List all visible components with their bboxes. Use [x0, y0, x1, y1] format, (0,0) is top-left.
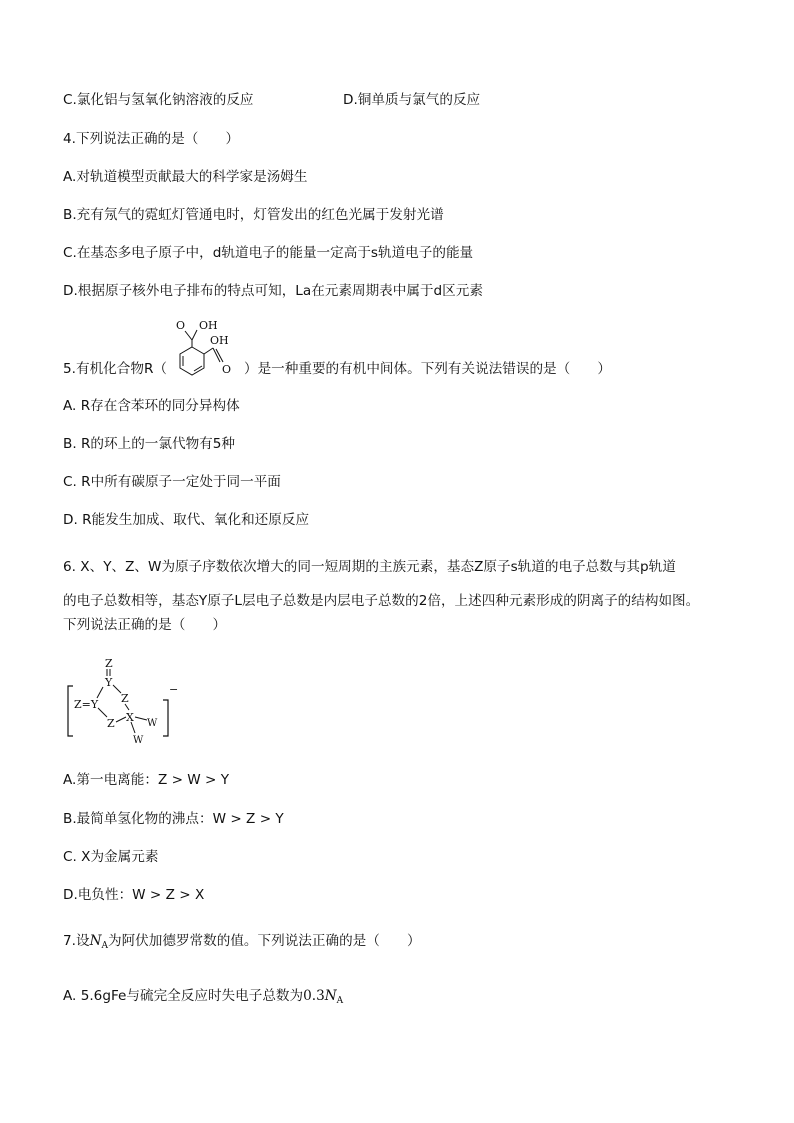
q5-label-o-right: O	[222, 363, 232, 376]
q7-option-a-symbol: N	[324, 988, 337, 1004]
q6-label-z-lower: Z	[107, 717, 115, 730]
q7-option-a-subscript: A	[336, 996, 344, 1006]
q5-option-c: C. R中所有碳原子一定处于同一平面	[63, 474, 281, 490]
q3-option-d: D.铜单质与氯气的反应	[343, 92, 481, 108]
q5-option-b: B. R的环上的一氯代物有5种	[63, 436, 235, 452]
q6-stem-line3: 下列说法正确的是（ ）	[63, 617, 227, 633]
q6-stem-line2: 的电子总数相等，基态Y原子L层电子总数是内层电子总数的2倍，上述四种元素形成的阴离子的结构如图。	[63, 593, 700, 609]
q6-label-charge: −	[169, 683, 179, 696]
q6-label-z-left: Z=Y	[74, 698, 99, 711]
q6-label-w-right: W	[147, 718, 158, 729]
q6-option-d: D.电负性：W > Z > X	[63, 887, 205, 903]
q5-stem-before: 5.有机化合物R（	[63, 361, 167, 377]
q5-structure-r	[166, 314, 242, 380]
q6-label-z-upper-right: Z	[121, 692, 129, 705]
q7-stem-before: 7.设	[63, 933, 90, 949]
q6-label-y-top: Y	[105, 676, 113, 689]
q7-stem	[63, 932, 421, 950]
q3-option-c: C.氯化铝与氢氧化钠溶液的反应	[63, 92, 254, 108]
q6-stem-line1: 6. X、Y、Z、W为原子序数依次增大的同一短周期的主族元素，基态Z原子s轨道的电子总数与其p轨道	[63, 559, 676, 575]
q5-stem-after: ）是一种重要的有机中间体。下列有关说法错误的是（ ）	[244, 361, 612, 377]
q6-label-z-top: Z	[105, 657, 113, 670]
q7-na-subscript: A	[101, 941, 108, 951]
q5-option-d: D. R能发生加成、取代、氧化和还原反应	[63, 512, 310, 528]
q4-option-c: C.在基态多电子原子中，d轨道电子的能量一定高于s轨道电子的能量	[63, 245, 474, 261]
q6-label-w-bottom: W	[133, 735, 144, 746]
q4-stem: 4.下列说法正确的是（ ）	[63, 131, 240, 147]
q6-label-x: X	[126, 711, 134, 724]
q6-anion-structure	[63, 655, 183, 747]
q7-option-a-text: A. 5.6gFe与硫完全反应时失电子总数为	[63, 988, 304, 1004]
q4-option-d: D.根据原子核外电子排布的特点可知，La在元素周期表中属于d区元素	[63, 283, 483, 299]
q7-stem-after: 为阿伏加德罗常数的值。下列说法正确的是（ ）	[107, 933, 421, 949]
q4-option-a: A.对轨道模型贡献最大的科学家是汤姆生	[63, 169, 308, 185]
q6-option-b: B.最简单氢化物的沸点：W > Z > Y	[63, 811, 284, 827]
q7-na-symbol: N	[89, 933, 102, 949]
q5-label-oh-top: OH	[199, 319, 218, 332]
q4-option-b: B.充有氖气的霓虹灯管通电时，灯管发出的红色光属于发射光谱	[63, 207, 444, 223]
q6-option-a: A.第一电离能：Z > W > Y	[63, 772, 230, 788]
q6-option-c: C. X为金属元素	[63, 849, 159, 865]
q5-label-o-top: O	[176, 319, 186, 332]
q7-option-a-value: 0.3	[303, 988, 325, 1004]
q5-label-oh-right: OH	[210, 334, 229, 347]
q7-option-a	[63, 987, 343, 1005]
q5-option-a: A. R存在含苯环的同分异构体	[63, 398, 240, 414]
